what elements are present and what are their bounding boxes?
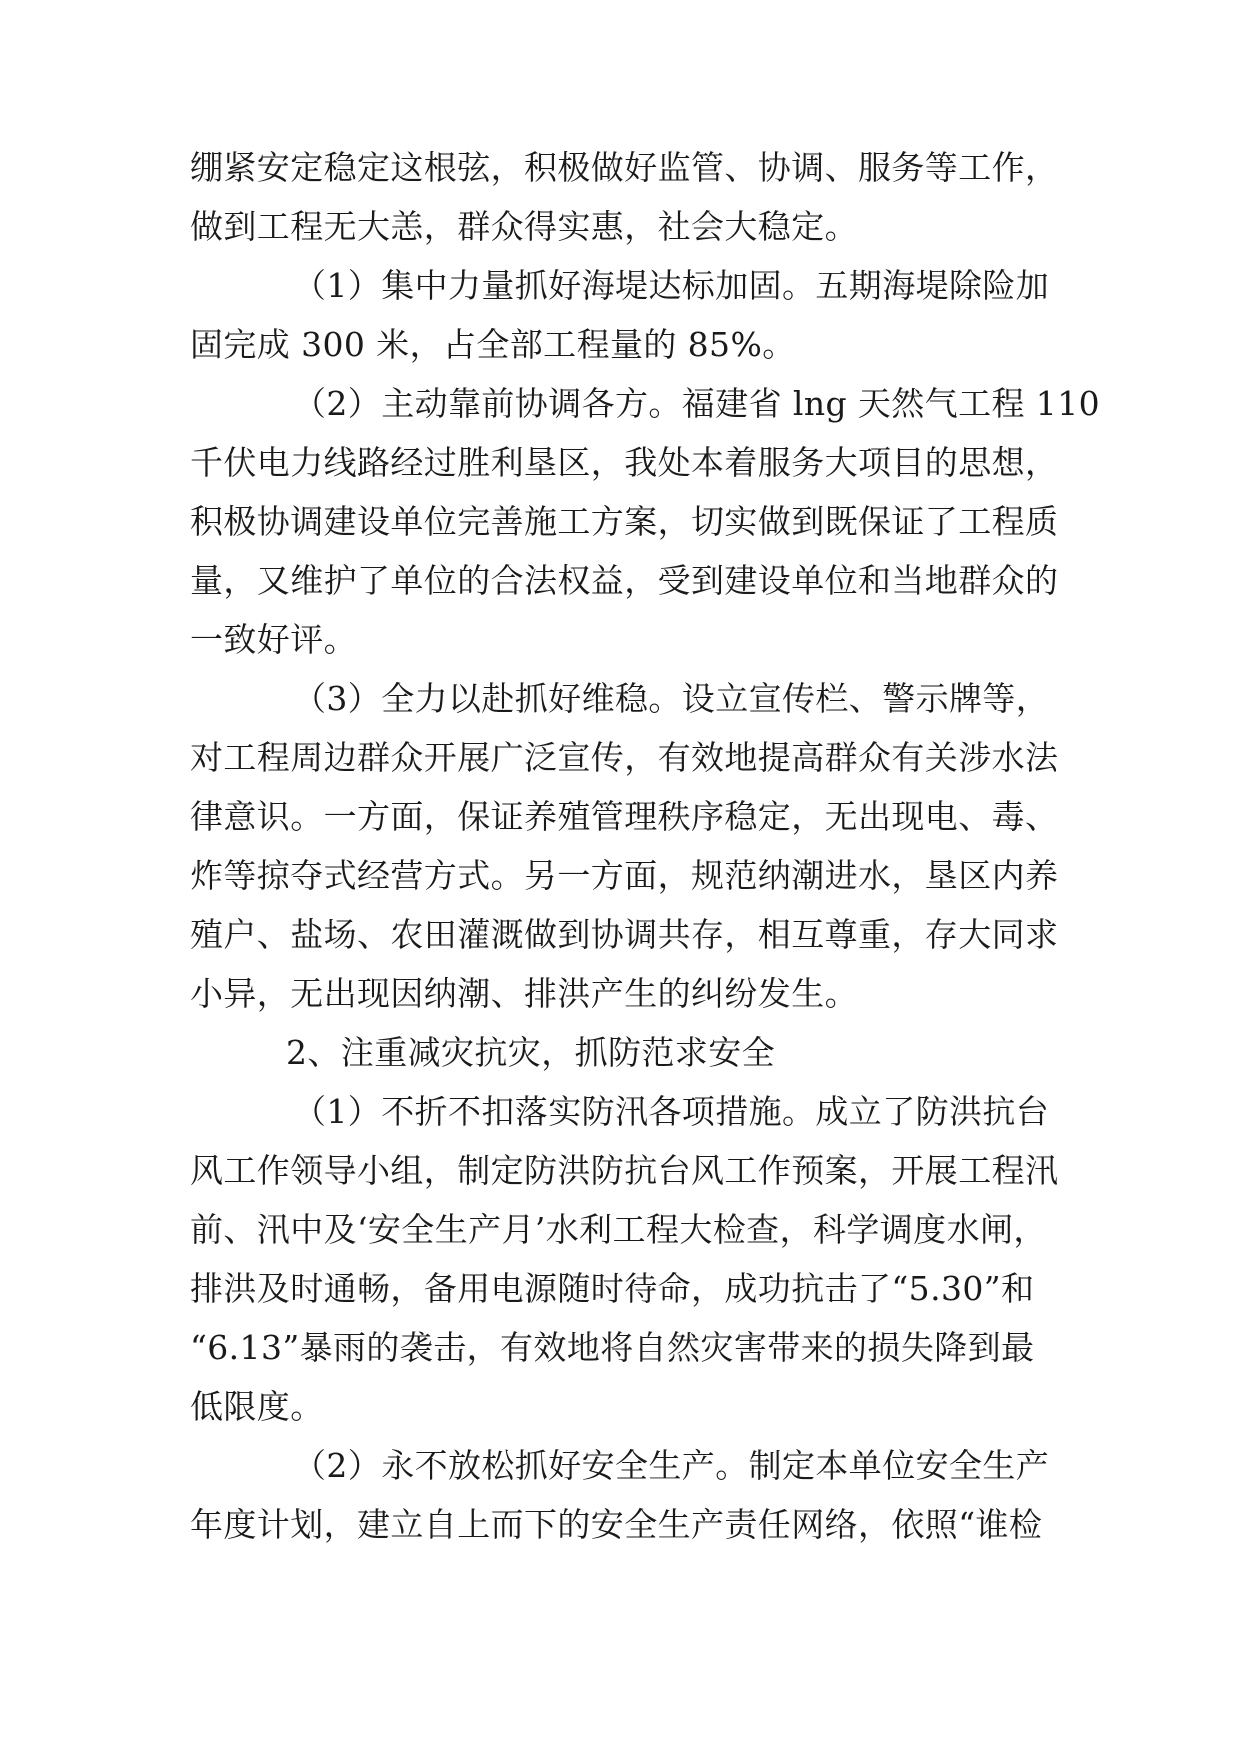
paragraph-line: 绷紧安定稳定这根弦，积极做好监管、协调、服务等工作，: [190, 148, 1059, 187]
paragraph-line: 固完成 300 米，占全部工程量的 85%。: [190, 325, 796, 364]
paragraph-line: “6.13”暴雨的袭击，有效地将自然灾害带来的损失降到最: [190, 1328, 1035, 1367]
paragraph-line: 排洪及时通畅，备用电源随时待命，成功抗击了“5.30”和: [190, 1269, 1035, 1308]
paragraph-line: 律意识。一方面，保证养殖管理秩序稳定，无出现电、毒、: [190, 797, 1059, 836]
paragraph-line: 量，又维护了单位的合法权益，受到建设单位和当地群众的: [190, 561, 1059, 600]
paragraph-line: （3）全力以赴抓好维稳。设立宣传栏、警示牌等，: [293, 679, 1050, 718]
paragraph-line: 做到工程无大恙，群众得实惠，社会大稳定。: [190, 207, 858, 246]
paragraph-line: 对工程周边群众开展广泛宣传，有效地提高群众有关涉水法: [190, 738, 1059, 777]
paragraph-line: （1）不折不扣落实防汛各项措施。成立了防洪抗台: [293, 1092, 1050, 1131]
paragraph-line: 年度计划，建立自上而下的安全生产责任网络，依照“谁检: [190, 1505, 1043, 1544]
paragraph-line: 殖户、盐场、农田灌溉做到协调共存，相互尊重，存大同求: [190, 915, 1059, 954]
paragraph-line: （2）主动靠前协调各方。福建省 lng 天然气工程 110: [293, 384, 1100, 423]
paragraph-line: （2）永不放松抓好安全生产。制定本单位安全生产: [293, 1446, 1050, 1485]
paragraph-line: 前、汛中及‘安全生产月’水利工程大检查，科学调度水闸，: [190, 1210, 1047, 1249]
paragraph-line: 小异，无出现因纳潮、排洪产生的纠纷发生。: [190, 974, 858, 1013]
paragraph-line: 千伏电力线路经过胜利垦区，我处本着服务大项目的思想，: [190, 443, 1059, 482]
paragraph-line: 风工作领导小组，制定防洪防抗台风工作预案，开展工程汛: [190, 1151, 1059, 1190]
paragraph-line: （1）集中力量抓好海堤达标加固。五期海堤除险加: [293, 266, 1050, 305]
paragraph-line: 低限度。: [190, 1387, 324, 1426]
paragraph-line: 炸等掠夺式经营方式。另一方面，规范纳潮进水，垦区内养: [190, 856, 1059, 895]
paragraph-line: 一致好评。: [190, 620, 357, 659]
section-heading: 2、注重减灾抗灾，抓防范求安全: [286, 1033, 775, 1072]
paragraph-line: 积极协调建设单位完善施工方案，切实做到既保证了工程质: [190, 502, 1059, 541]
